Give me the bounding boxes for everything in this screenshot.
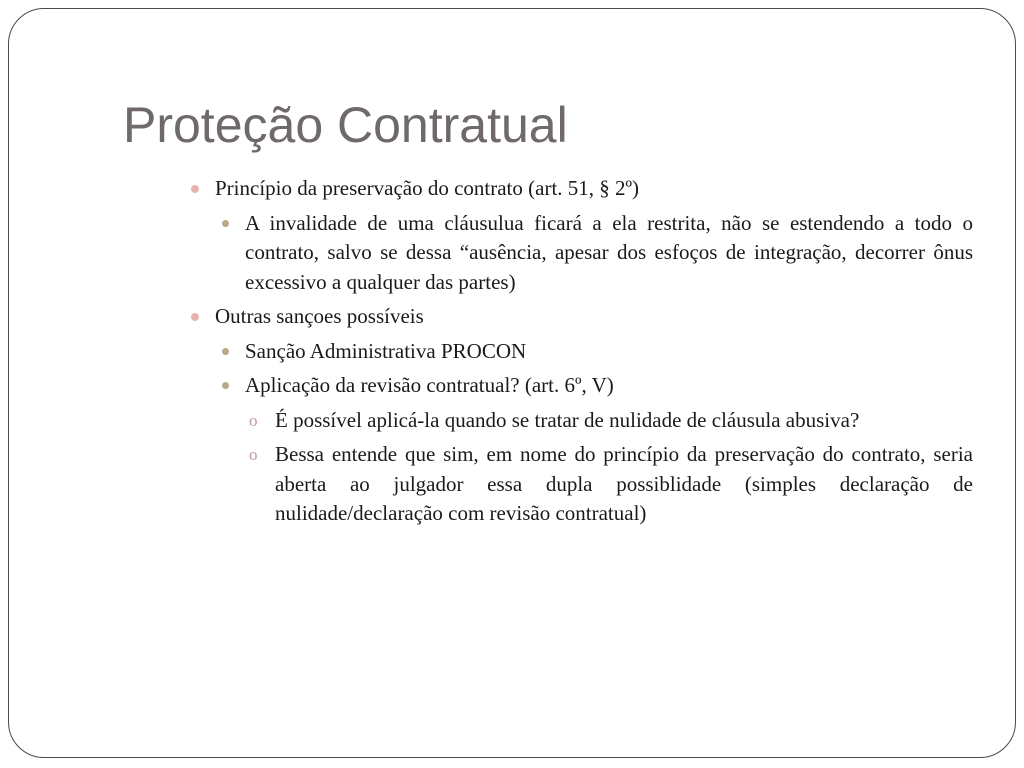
slide-title: Proteção Contratual	[123, 97, 568, 153]
list-item-level2	[187, 337, 973, 367]
list-item-level3	[187, 406, 973, 436]
bullet-hollow-circle-icon: o	[249, 445, 258, 464]
bullet-hollow-circle-icon: o	[249, 410, 258, 430]
list-item-text: A invalidade de uma cláusulua ficará a ela restrita, não se estendendo a todo o contrato, salvo se dessa “ausência, apesar dos esfoços de integração, decorrer ônus excessivo a qualquer das partes)	[245, 210, 973, 294]
list-item-text: Aplicação da revisão contratual? (art. 6º, V)	[245, 373, 614, 397]
list-item-level2	[187, 209, 973, 298]
bullet-dot-icon	[191, 313, 199, 321]
bullet-dot-icon	[191, 185, 199, 193]
list-item-level3	[187, 440, 973, 529]
list-item-level2	[187, 371, 973, 401]
list-item-level1	[187, 174, 973, 204]
slide-body	[187, 174, 973, 534]
list-item-level1	[187, 302, 973, 332]
list-item-text: É possível aplicá-la quando se tratar de nulidade de cláusula abusiva?	[275, 407, 860, 432]
list-item-text: Princípio da preservação do contrato (art. 51, § 2º)	[215, 176, 640, 200]
bullet-dot-icon	[222, 382, 229, 389]
list-item-text: Outras sançoes possíveis	[215, 304, 424, 328]
slide-frame	[8, 8, 1016, 758]
list-item-text: Sanção Administrativa PROCON	[245, 338, 527, 363]
bullet-dot-icon	[222, 220, 229, 227]
bullet-dot-icon	[222, 348, 229, 355]
list-item-text: Bessa entende que sim, em nome do princípio da preservação do contrato, seria aberta ao julgador essa dupla possiblidade (simples declaração de nulidade/declaração com revisão contratual)	[275, 442, 973, 525]
